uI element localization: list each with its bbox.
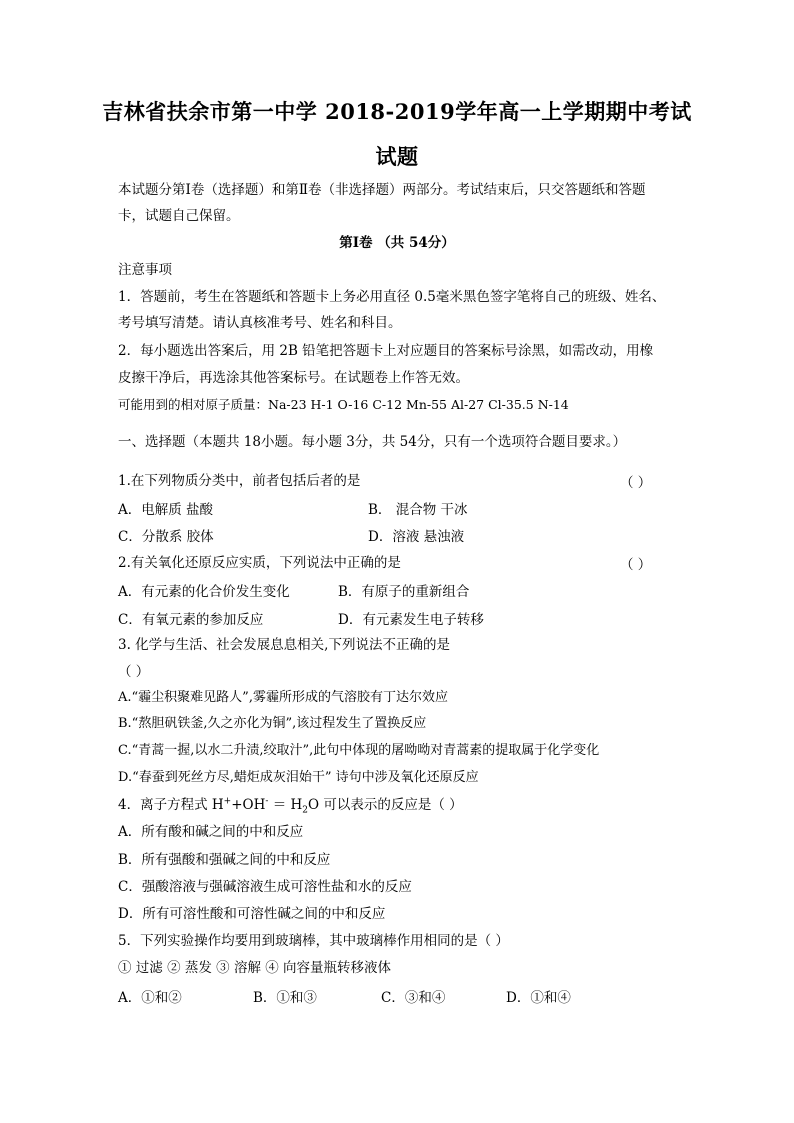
question-3-option-d: D.“春蚕到死丝方尽,蜡炬成灰泪始干” 诗句中涉及氧化还原反应 <box>118 770 479 785</box>
question-1-answer-paren: （ ） <box>620 475 652 491</box>
question-3-option-c: C.“青蒿一握,以水二升渍,绞取汁”,此句中体现的屠呦呦对青蒿素的提取属于化学变化 <box>118 743 600 758</box>
question-4-stem <box>118 795 463 815</box>
question-1-option-d: D．溶液 悬浊液 <box>368 529 465 545</box>
question-2-option-a: A．有元素的化合价发生变化 <box>118 584 290 600</box>
atomic-masses: 可能用到的相对原子质量：Na-23 H-1 O-16 C-12 Mn-55 Al-27 Cl-35.5 N-14 <box>118 397 569 412</box>
question-5-items: ① 过滤 ② 蒸发 ③ 溶解 ④ 向容量瓶转移液体 <box>118 960 392 976</box>
question-1-option-a: A．电解质 盐酸 <box>118 502 214 518</box>
question-5-option-b: B．①和③ <box>253 990 317 1006</box>
q4-text-4: O 可以表示的反应是（ ） <box>308 797 463 813</box>
question-4-option-b: B．所有强酸和强碱之间的中和反应 <box>118 852 331 868</box>
intro-text: 本试题分第Ⅰ卷（选择题）和第Ⅱ卷（非选择题）两部分。考试结束后，只交答题纸和答题 <box>118 182 646 198</box>
question-2-option-c: C．有氧元素的参加反应 <box>118 612 264 628</box>
question-5-option-d: D．①和④ <box>506 990 571 1006</box>
intro-text-continued: 卡，试题自己保留。 <box>118 208 240 224</box>
question-3-option-b: B.“熬胆矾铁釜,久之亦化为铜”,该过程发生了置换反应 <box>118 716 427 731</box>
question-2-option-b: B．有原子的重新组合 <box>338 584 470 600</box>
note-2-continued: 皮擦干净后，再选涂其他答案标号。在试题卷上作答无效。 <box>118 370 469 386</box>
question-4-option-c: C．强酸溶液与强碱溶液生成可溶性盐和水的反应 <box>118 879 412 895</box>
question-3-answer-paren: （ ） <box>118 664 150 680</box>
note-1: 1．答题前，考生在答题纸和答题卡上务必用直径 0.5毫米黑色签字笔将自己的班级、姓名、 <box>118 289 666 305</box>
question-5-option-c: C．③和④ <box>381 990 446 1006</box>
q4-text-2: +OH <box>231 797 266 813</box>
notes-title: 注意事项 <box>118 262 172 278</box>
q4-text-3: ＝ H <box>268 797 303 813</box>
question-1-option-b: B． 混合物 干冰 <box>368 502 468 518</box>
page-title-continued: 试题 <box>375 144 419 169</box>
q4-text-1: 4．离子方程式 H <box>118 797 224 813</box>
section-heading: 第Ⅰ卷 （共 54分） <box>339 235 455 251</box>
q4-superscript-plus: + <box>223 796 232 807</box>
question-4-option-d: D．所有可溶性酸和可溶性碱之间的中和反应 <box>118 906 386 922</box>
question-1-stem: 1.在下列物质分类中，前者包括后者的是 <box>118 473 361 489</box>
page-title: 吉林省扶余市第一中学 2018-2019学年高一上学期期中考试 <box>102 99 692 124</box>
question-5-stem: 5．下列实验操作均要用到玻璃棒，其中玻璃棒作用相同的是（ ） <box>118 933 509 949</box>
part1-heading: 一、选择题（本题共 18小题。每小题 3分，共 54分，只有一个选项符合题目要求。） <box>118 434 627 450</box>
q4-superscript-minus: - <box>265 796 269 807</box>
question-4-option-a: A．所有酸和碱之间的中和反应 <box>118 824 304 840</box>
note-2: 2．每小题选出答案后，用 2B 铅笔把答题卡上对应题目的答案标号涂黑，如需改动，用橡 <box>118 343 654 359</box>
question-5-option-a: A．①和② <box>118 990 182 1006</box>
question-3-option-a: A.“霾尘积聚难见路人”,雾霾所形成的气溶胶有丁达尔效应 <box>118 690 448 705</box>
question-2-option-d: D．有元素发生电子转移 <box>338 612 484 628</box>
question-1-option-c: C．分散系 胶体 <box>118 529 214 545</box>
question-2-answer-paren: （ ） <box>620 557 652 573</box>
q4-subscript-2: 2 <box>302 805 308 816</box>
question-2-stem: 2.有关氧化还原反应实质，下列说法中正确的是 <box>118 555 401 571</box>
question-3-stem: 3. 化学与生活、社会发展息息相关,下列说法不正确的是 <box>118 637 450 653</box>
note-1-continued: 考号填写清楚。请认真核准考号、姓名和科目。 <box>118 315 402 331</box>
